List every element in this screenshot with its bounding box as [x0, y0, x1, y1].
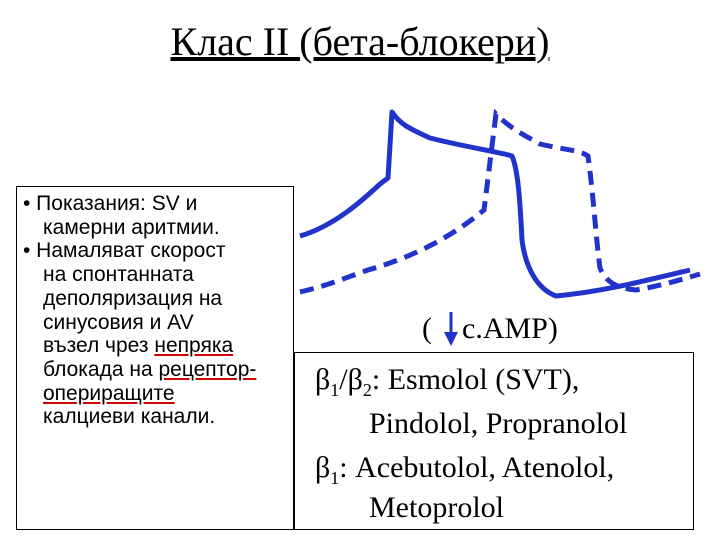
bullet-text: възел чрез: [43, 334, 155, 358]
bullet-line: на спонтанната: [43, 263, 194, 287]
drugs-box: [294, 352, 694, 530]
beta1-drugs-line2: Metoprolol: [369, 491, 504, 524]
subscript: 2: [362, 380, 372, 400]
camp-text: c.AMP): [462, 312, 558, 345]
bullet-line: [23, 382, 256, 406]
bullet-line: [23, 358, 256, 382]
bullet-line: синусовия и AV: [43, 310, 194, 334]
bullet-line: [23, 334, 256, 358]
bullet-line: калциеви канали.: [43, 405, 216, 429]
bullet-line: • Намаляват скорост: [23, 239, 226, 263]
subscript: 1: [330, 468, 340, 488]
beta12-drugs-line2: Pindolol, Propranolol: [369, 407, 628, 440]
indications-list: [23, 192, 256, 429]
beta-symbol: β: [315, 451, 331, 484]
bullet-line: камерни аритмии.: [43, 215, 220, 239]
hyperlink-text[interactable]: непряка: [154, 334, 234, 358]
bullet-line: деполяризация на: [43, 286, 223, 310]
bullet-text: блокада на: [43, 357, 159, 381]
camp-open-paren: (: [422, 312, 432, 345]
indications-box: [16, 186, 294, 530]
beta-symbol: /β: [339, 363, 363, 396]
drug-names: : Esmolol (SVT),: [371, 363, 580, 396]
bullet-line: • Показания: SV и: [23, 192, 198, 215]
camp-label: [422, 314, 558, 344]
beta-symbol: β: [315, 363, 331, 396]
beta12-line: [315, 365, 579, 399]
hyperlink-text[interactable]: рецептор-: [158, 357, 257, 381]
hyperlink-text[interactable]: опериращите: [43, 381, 175, 405]
slide-title: Клас ІІ (бета-блокери): [170, 19, 550, 64]
beta1-line: [315, 453, 614, 487]
subscript: 1: [330, 380, 340, 400]
drug-names: : Acebutolol, Atenolol,: [339, 451, 615, 484]
